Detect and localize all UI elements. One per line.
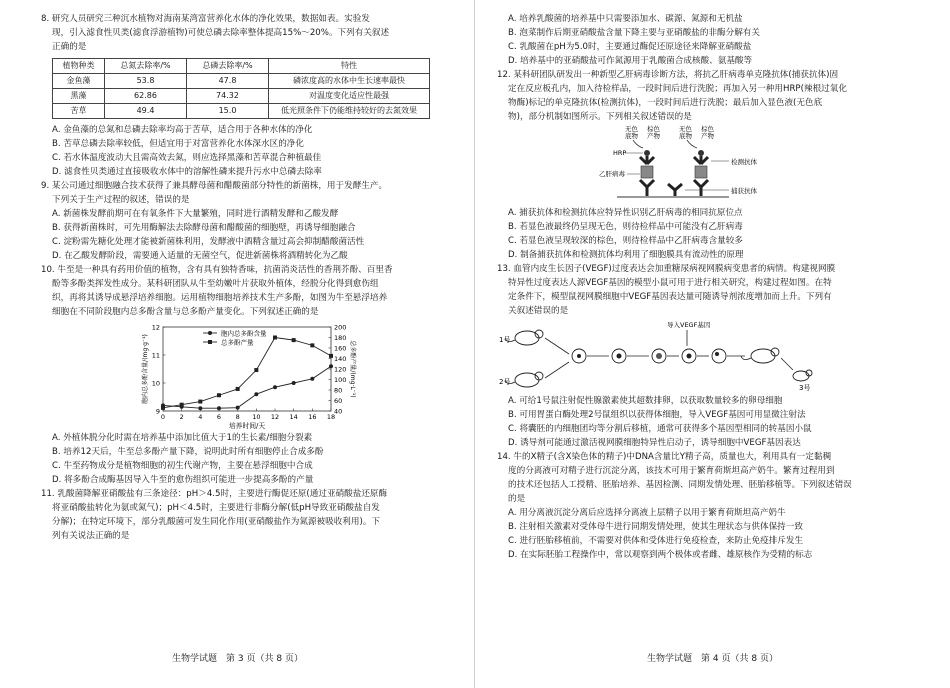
y-right-tick-label: 140 xyxy=(334,354,347,363)
q12-stem-line: 12. 某科研团队研发出一种新型乙肝病毒诊断方法，将抗乙肝病毒单克隆抗体(捕获抗体)固 xyxy=(497,70,839,80)
mouse-2-icon xyxy=(505,372,543,387)
q11-stem-line: 11. 乳酸菌降解亚硝酸盐有三条途径：pH＞4.5时，主要进行酶促还原(通过亚硝酸盐还原酶 xyxy=(41,489,388,499)
data-point xyxy=(292,381,296,385)
detection-antibody xyxy=(694,156,708,164)
y-right-tick-label: 100 xyxy=(334,375,347,384)
q14-option-d: D. 在实际胚胎工程操作中，常以观察到两个极体或者雌、雄原核作为受精的标志 xyxy=(508,550,813,560)
x-tick-label: 8 xyxy=(235,413,240,421)
question-11-options xyxy=(497,12,890,68)
nucleus-icon xyxy=(687,354,692,359)
q8-table xyxy=(52,58,430,119)
data-point xyxy=(161,406,165,410)
data-point xyxy=(310,343,314,347)
legend-label: 胞内总多酚含量 xyxy=(221,329,267,338)
data-point xyxy=(310,377,314,381)
q8-option-b: B. 苦草总磷去除率较低，但适宜用于对富营养化水体深水区的净化 xyxy=(52,139,304,149)
mouse-2-label: 2号 xyxy=(499,378,511,386)
table-row xyxy=(53,74,430,89)
y-left-tick-label: 9 xyxy=(155,407,160,416)
table-row xyxy=(53,104,430,119)
q11-stem-line: 分解)；在特定环境下，部分乳酸菌可发生同化作用(亚硝酸盐作为氮源被吸收利用)。下 xyxy=(52,517,381,527)
substrate-label: 无色 xyxy=(679,125,692,133)
reaction-arrow xyxy=(633,140,643,148)
legend-marker xyxy=(208,340,212,344)
mouse-3-icon xyxy=(793,370,812,381)
data-point xyxy=(292,338,296,342)
polyphenol-line-chart xyxy=(41,319,434,431)
q10-stem-line: 织，再将其诱导成悬浮培养细胞。运用植物细胞培养技术生产多酚，如图为牛至悬浮培养 xyxy=(52,293,388,303)
q9-stem-line: 9. 某公司通过细胞融合技术获得了兼具酵母菌和醋酸菌部分特性的新菌株，用于发酵生产。 xyxy=(41,181,388,191)
data-point xyxy=(273,385,277,389)
table-cell: 低光照条件下仍能维持较好的去氮效果 xyxy=(269,104,430,119)
x-tick-label: 14 xyxy=(289,413,298,421)
nucleus-icon xyxy=(577,354,581,358)
q14-stem-line: 的技术还包括人工授精、胚胎培养、基因检测、同期发情处理、胚胎移植等。下列叙述错误 xyxy=(508,480,852,490)
y-right-tick-label: 80 xyxy=(334,386,343,395)
table-cell: 苦草 xyxy=(53,104,105,119)
table-header-row xyxy=(53,59,430,74)
table-cell: 47.8 xyxy=(187,74,269,89)
data-point xyxy=(273,336,277,340)
q12-option-c: C. 若显色液呈现较深的棕色，则待检样品中乙肝病毒含量较多 xyxy=(508,236,743,246)
y-right-tick-label: 120 xyxy=(334,365,347,374)
table-header: 特性 xyxy=(269,59,430,74)
data-point xyxy=(217,406,221,410)
data-point xyxy=(236,406,240,410)
table-header: 总氮去除率/% xyxy=(105,59,187,74)
x-tick-label: 0 xyxy=(160,413,166,421)
table-row xyxy=(53,89,430,104)
data-point xyxy=(254,392,258,396)
q14-option-b: B. 注射相关激素对受体母牛进行同期发情处理，使其生理状态与供体保持一致 xyxy=(508,522,803,532)
table-cell: 对温度变化适应性最强 xyxy=(269,89,430,104)
table-cell: 53.8 xyxy=(105,74,187,89)
question-13 xyxy=(497,262,890,450)
question-12 xyxy=(497,68,890,262)
data-point xyxy=(329,354,333,358)
x-tick-label: 4 xyxy=(198,413,203,421)
q9-option-c: C. 淀粉需先糖化处理才能被新菌株利用，发酵液中酒精含量过高会抑制醋酸菌活性 xyxy=(52,237,365,247)
q12-stem-line: 物)，部分机制如图所示。下列相关叙述错误的是 xyxy=(508,112,692,122)
data-point xyxy=(198,406,202,410)
y-left-axis-label: 胞内总多酚含量/(mg·g⁻¹) xyxy=(142,334,149,404)
data-point xyxy=(217,393,221,397)
q14-option-a: A. 用分离液沉淀分离后应选择分离液上层精子以用于繁育荷斯坦高产奶牛 xyxy=(508,508,786,518)
q11-option-d: D. 培养基中的亚硝酸盐可作氮源用于乳酸菌合成核酸、氨基酸等 xyxy=(508,56,753,66)
transgenic-mouse-svg xyxy=(497,318,890,394)
q8-option-c: C. 若水体温度波动大且需高效去氮，则应选择黑藻和苦草混合种植最佳 xyxy=(52,153,322,163)
q8-option-d: D. 滤食性贝类通过直接吸收水体中的溶解性磷来提升污水中总磷去除率 xyxy=(52,167,322,177)
product-label: 棕色 xyxy=(647,125,660,133)
virus-label: 乙肝病毒 xyxy=(599,170,625,178)
q13-option-b: B. 可用胃蛋白酶处理2号鼠组织以获得体细胞，导入VEGF基因可用显微注射法 xyxy=(508,410,806,420)
q13-stem-line: 关叙述错误的是 xyxy=(508,306,569,316)
data-point xyxy=(329,364,333,368)
y-right-axis-label: 总多酚产量/(mg·L⁻¹) xyxy=(349,340,356,398)
y-left-tick-label: 10 xyxy=(151,379,160,388)
q14-stem-line: 度的分离液可对精子进行沉淀分离，该技术可用于繁育荷斯坦高产奶牛。繁育过程用到 xyxy=(508,466,835,476)
q13-mouse-diagram xyxy=(497,318,890,394)
surrogate-mouse-icon xyxy=(741,348,779,363)
q13-stem-line: 特异性过度表达人源VEGF基因的模型小鼠可用于进行相关研究，构建过程如图。在特 xyxy=(508,278,832,288)
q10-chart xyxy=(41,319,434,431)
y-right-tick-label: 200 xyxy=(334,323,347,332)
data-point xyxy=(254,368,258,372)
legend-label: 总多酚产量 xyxy=(221,338,254,347)
mouse-1-icon xyxy=(505,330,543,345)
table-cell: 磷浓度高的水体中生长速率最快 xyxy=(269,74,430,89)
process-arrow xyxy=(781,358,793,370)
capture-antibody xyxy=(694,180,708,196)
x-axis-label: 培养时间/天 xyxy=(228,422,266,430)
legend-marker xyxy=(208,331,212,335)
page-footer: 生物学试题 第 4 页（共 8 页） xyxy=(647,654,778,664)
y-left-tick-label: 11 xyxy=(151,351,160,360)
y-left-tick-label: 12 xyxy=(151,323,160,332)
table-header: 总磷去除率/% xyxy=(187,59,269,74)
nucleus-icon xyxy=(617,354,622,359)
q8-stem-line: 8. 研究人员研究三种沉水植物对海南某湾富营养化水体的净化效果，数据如表。实验发 xyxy=(41,14,370,24)
y-right-tick-label: 160 xyxy=(334,344,347,353)
detection-antibody xyxy=(640,156,654,164)
q11-stem-line: 列有关说法正确的是 xyxy=(52,531,130,541)
q12-option-b: B. 若显色液最终仍呈现无色，则待检样品中可能没有乙肝病毒 xyxy=(508,222,743,232)
capture-antibody-label: 捕获抗体 xyxy=(731,187,757,195)
q9-option-a: A. 新菌株发酵前期可在有氧条件下大量繁殖，同时进行酒精发酵和乙酸发酵 xyxy=(52,209,339,219)
table-cell: 黑藻 xyxy=(53,89,105,104)
q9-option-d: D. 在乙酸发酵阶段，需要通入适量的无菌空气，促进新菌株将酒精转化为乙酸 xyxy=(52,251,348,261)
q11-option-c: C. 乳酸菌在pH为5.0时，主要通过酶促还原途径来降解亚硝酸盐 xyxy=(508,42,752,52)
q8-stem-line: 正确的是 xyxy=(52,42,87,52)
q10-option-c: C. 牛至药物成分是植物细胞的初生代谢产物，主要在悬浮细胞中合成 xyxy=(52,461,313,471)
q13-option-d: D. 诱导剂可能通过激活视网膜细胞特异性启动子，诱导细胞中VEGF基因表达 xyxy=(508,438,801,448)
data-point xyxy=(198,400,202,404)
elisa-svg xyxy=(497,124,890,206)
x-tick-label: 16 xyxy=(308,413,317,421)
q13-stem-line: 13. 血管内皮生长因子(VEGF)过度表达会加重糖尿病视网膜病变患者的病情。构建视网膜 xyxy=(497,264,836,274)
q12-stem-line: 定在反应板孔内，加入待检样品，一段时间后进行洗脱；再加入另一种用HRP(辣根过氧化 xyxy=(508,84,847,94)
product-label: 产物 xyxy=(701,132,714,140)
substrate-label: 无色 xyxy=(625,125,638,133)
x-tick-label: 10 xyxy=(252,413,261,421)
q14-stem-line: 14. 牛的X精子(含X染色体的精子)中DNA含量比Y精子高，质量也大，利用具有一定黏稠 xyxy=(497,452,832,462)
x-tick-label: 6 xyxy=(216,413,222,421)
q13-stem-line: 定条件下，模型鼠视网膜细胞中VEGF基因表达量可随诱导剂浓度增加而上升。下列有 xyxy=(508,292,832,302)
q10-option-a: A. 外植体脱分化时需在培养基中添加比值大于1的生长素/细胞分裂素 xyxy=(52,433,313,443)
substrate-label: 底物 xyxy=(625,132,638,140)
import-vegf-label: 导入VEGF基因 xyxy=(667,321,711,329)
x-tick-label: 2 xyxy=(179,413,184,421)
q9-stem-line: 下列关于生产过程的叙述，错误的是 xyxy=(52,195,190,205)
page-4 xyxy=(475,0,950,688)
q12-option-a: A. 捕获抗体和检测抗体应特异性识别乙肝病毒的相同抗原位点 xyxy=(508,208,743,218)
q8-stem-line: 现，引入滤食性贝类(滤食浮游植物)可使总磷去除率整体提高15%～20%。下列有关叙述 xyxy=(52,28,390,38)
hrp-label: HRP xyxy=(613,149,627,157)
q10-stem-line: 10. 牛至是一种具有药用价值的植物，含有具有独特香味，抗菌消炎活性的香荆芥酚、百里香 xyxy=(41,265,393,275)
q12-stem-line: 物酶)标记的单克隆抗体(检测抗体)，一段时间后进行洗脱；最后加入显色液(无色底 xyxy=(508,98,823,108)
page-footer: 生物学试题 第 3 页（共 8 页） xyxy=(172,654,303,664)
question-14 xyxy=(497,450,890,562)
hrp-marker xyxy=(644,150,650,156)
q13-option-a: A. 可给1号鼠注射促性腺激素使其超数排卵，以获取数量较多的卵母细胞 xyxy=(508,396,783,406)
table-header: 植物种类 xyxy=(53,59,105,74)
q10-option-d: D. 将多酚合成酶基因导入牛至的愈伤组织可能进一步提高多酚的产量 xyxy=(52,475,314,485)
q14-stem-line: 的是 xyxy=(508,494,526,504)
right-column xyxy=(497,12,890,562)
mouse-3-label: 3号 xyxy=(799,384,811,392)
y-right-tick-label: 40 xyxy=(334,407,343,416)
question-9 xyxy=(41,179,434,263)
process-arrow xyxy=(545,338,569,354)
data-point xyxy=(180,403,184,407)
question-11 xyxy=(41,487,434,543)
x-tick-label: 18 xyxy=(326,413,336,421)
table-cell: 74.32 xyxy=(187,89,269,104)
capture-antibody xyxy=(668,184,682,196)
series-line xyxy=(163,338,331,408)
inner-cell-mass-icon xyxy=(715,352,719,356)
hrp-marker xyxy=(698,150,704,156)
product-label: 产物 xyxy=(647,132,660,140)
mouse-1-label: 1号 xyxy=(499,336,511,344)
reaction-arrow xyxy=(687,140,697,148)
y-right-tick-label: 180 xyxy=(334,333,347,342)
detection-antibody-label: 检测抗体 xyxy=(731,158,757,166)
x-tick-label: 12 xyxy=(270,413,280,421)
y-right-tick-label: 60 xyxy=(334,396,343,405)
process-arrow xyxy=(545,362,569,378)
q10-stem-line: 酚等多酚类挥发性成分。某科研团队从牛至幼嫩叶片获取外植体，经脱分化得到愈伤组 xyxy=(52,279,379,289)
nucleus-icon xyxy=(656,353,662,359)
product-label: 棕色 xyxy=(701,125,714,133)
q9-option-b: B. 获得新菌株时，可先用酶解法去除酵母菌和醋酸菌的细胞壁，再诱导细胞融合 xyxy=(52,223,356,233)
virus-particle xyxy=(641,166,653,178)
table-cell: 15.0 xyxy=(187,104,269,119)
question-10 xyxy=(41,263,434,487)
table-cell: 62.86 xyxy=(105,89,187,104)
q10-stem-line: 细胞在不同阶段胞内总多酚含量与总多酚产量变化。下列叙述正确的是 xyxy=(52,307,319,317)
substrate-label: 底物 xyxy=(679,132,692,140)
question-8 xyxy=(41,12,434,179)
q11-option-b: B. 泡菜制作后期亚硝酸盐含量下降主要与亚硝酸盐的非酶分解有关 xyxy=(508,28,760,38)
q11-option-a: A. 培养乳酸菌的培养基中只需要添加水、碳源、氮源和无机盐 xyxy=(508,14,743,24)
table-cell: 49.4 xyxy=(105,104,187,119)
q12-option-d: D. 制备捕获抗体和检测抗体均利用了细胞膜具有流动性的原理 xyxy=(508,250,744,260)
q8-option-a: A. 金鱼藻的总氮和总磷去除率均高于苦草，适合用于各种水体的净化 xyxy=(52,125,313,135)
q14-option-c: C. 进行胚胎移植前，不需要对供体和受体进行免疫检查，来防止免疫排斥发生 xyxy=(508,536,804,546)
left-column xyxy=(41,12,434,543)
q12-elisa-diagram xyxy=(497,124,890,206)
q11-stem-line: 将亚硝酸盐转化为氨或氮气)；pH＜4.5时，主要进行非酶分解(低pH导致亚硝酸盐自发 xyxy=(52,503,380,513)
table-cell: 金鱼藻 xyxy=(53,74,105,89)
capture-antibody xyxy=(640,180,654,196)
q13-option-c: C. 将囊胚的内细胞团均等分割后移植，通常可获得多个基因型相同的转基因小鼠 xyxy=(508,424,812,434)
data-point xyxy=(236,387,240,391)
blastocyst-icon xyxy=(712,349,726,363)
virus-particle xyxy=(695,166,707,178)
series-line xyxy=(163,366,331,408)
q10-option-b: B. 培养12天后，牛至总多酚产量下降，说明此时所有细胞停止合成多酚 xyxy=(52,447,324,457)
